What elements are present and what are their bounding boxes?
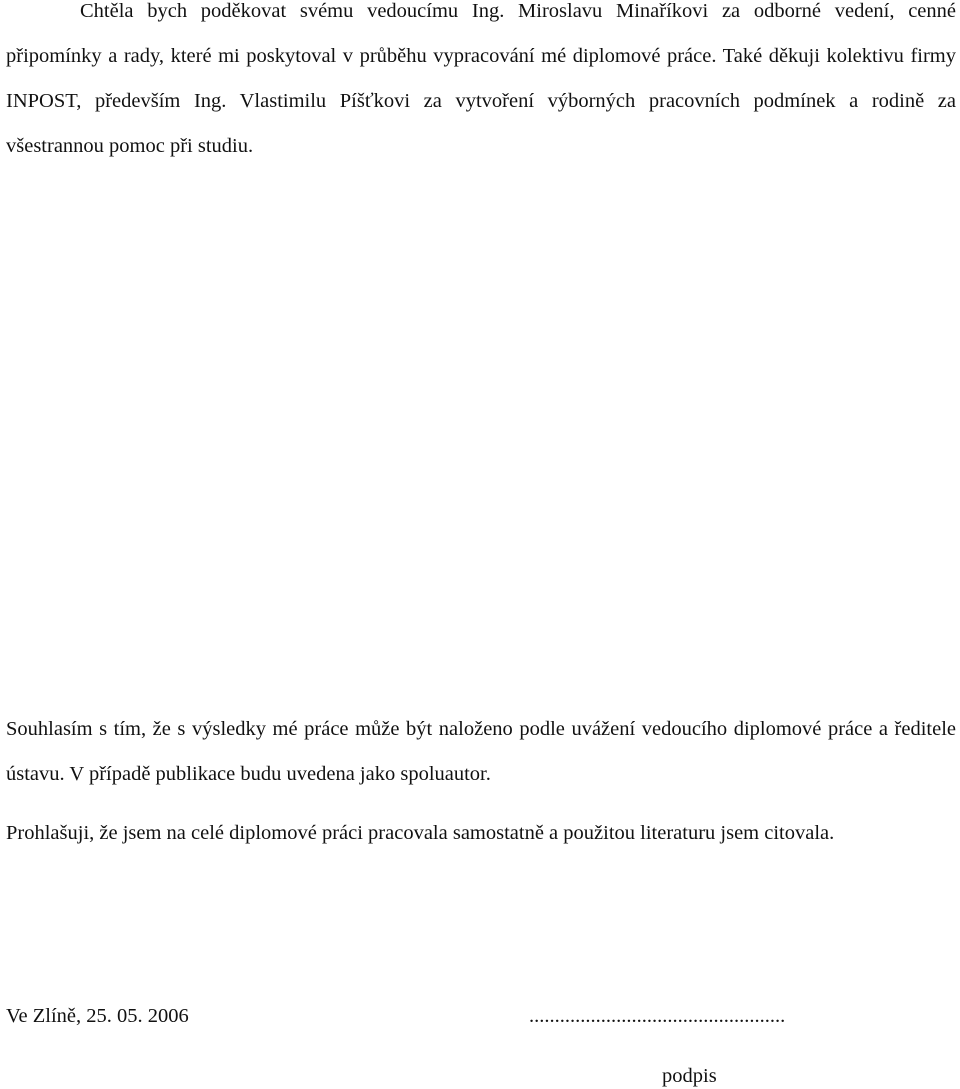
declaration-paragraph: Prohlašuji, že jsem na celé diplomové práci pracovala samostatně a použitou literaturu jsem citovala.	[6, 822, 835, 844]
acknowledgement-paragraph: Chtěla bych poděkovat svému vedoucímu Ing. Miroslavu Minaříkovi za odborné vedení, cenné připomínky a rady, které mi poskytoval v průběhu vypracování mé diplomové práce. Také děkuji kolektivu firmy INPOST, především Ing. Vlastimilu Píšťkovi za vytvoření výborných pracovních podmínek a rodině za všestrannou pomoc při studiu.	[6, 0, 956, 157]
agreement-paragraph: Souhlasím s tím, že s výsledky mé práce může být naloženo podle uvážení vedoucího diplomové práce a ředitele ústavu. V případě publikace budu uvedena jako spoluautor.	[6, 718, 956, 785]
place-and-date: Ve Zlíně, 25. 05. 2006	[6, 1005, 189, 1027]
signature-line: ..................................................	[529, 1005, 786, 1027]
signature-label: podpis	[662, 1065, 717, 1087]
